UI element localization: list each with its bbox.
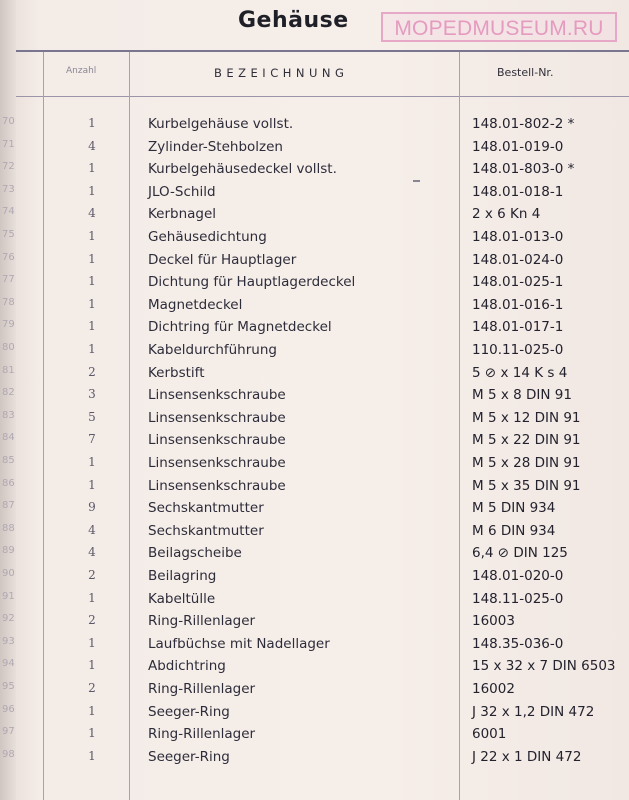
table-row — [0, 274, 629, 296]
row-quantity: 7 — [88, 432, 96, 447]
row-order-number: M 5 x 22 DIN 91 — [472, 432, 581, 449]
table-row — [0, 432, 629, 454]
row-quantity: 2 — [88, 681, 96, 695]
row-order-number: M 5 x 28 DIN 91 — [472, 455, 581, 471]
row-order-number: 148.01-802-2 * — [472, 116, 575, 132]
row-designation: Laufbüchse mit Nadellager — [148, 635, 330, 652]
row-position-number: 70 — [2, 116, 15, 127]
table-row — [0, 658, 629, 680]
table-row — [0, 161, 629, 183]
row-position-number: 92 — [2, 613, 15, 625]
table-row — [0, 184, 629, 206]
row-designation: Gehäusedichtung — [148, 229, 267, 245]
row-order-number: 110.11-025-0 — [472, 342, 564, 358]
row-order-number: 148.01-803-0 * — [472, 161, 575, 178]
row-designation: Ring-Rillenlager — [148, 613, 256, 630]
row-order-number: M 5 x 8 DIN 91 — [472, 387, 572, 404]
row-order-number: 148.01-019-0 — [472, 138, 564, 155]
row-quantity: 5 — [88, 409, 96, 424]
row-designation: Seeger-Ring — [148, 748, 230, 765]
row-quantity: 1 — [88, 590, 96, 605]
row-order-number: 16003 — [472, 613, 515, 630]
row-order-number: M 5 x 35 DIN 91 — [472, 477, 581, 494]
row-position-number: 91 — [2, 590, 15, 602]
row-position-number: 97 — [2, 726, 15, 738]
row-position-number: 75 — [2, 229, 15, 240]
row-designation: Beilagring — [148, 568, 217, 584]
row-order-number: 148.01-013-0 — [472, 229, 564, 245]
row-designation: Zylinder-Stehbolzen — [148, 138, 283, 155]
table-row — [0, 139, 629, 161]
table-row — [0, 568, 629, 590]
row-order-number: 148.01-025-1 — [472, 274, 564, 291]
row-designation: Linsensenkschraube — [148, 477, 286, 494]
row-designation: Abdichtring — [148, 658, 226, 675]
row-quantity: 1 — [88, 296, 96, 311]
row-position-number: 79 — [2, 319, 15, 331]
page-title: Gehäuse — [238, 8, 349, 33]
table-row — [0, 252, 629, 274]
table-row — [0, 410, 629, 432]
row-position-number: 83 — [2, 409, 15, 421]
table-row — [0, 229, 629, 251]
row-designation: Kurbelgehäusedeckel vollst. — [148, 161, 337, 178]
row-position-number: 76 — [2, 251, 15, 263]
table-row — [0, 455, 629, 477]
row-designation: Deckel für Hauptlager — [148, 251, 297, 268]
row-quantity: 1 — [88, 274, 96, 289]
row-designation: Ring-Rillenlager — [148, 681, 256, 697]
row-order-number: M 5 x 12 DIN 91 — [472, 409, 581, 426]
table-row — [0, 342, 629, 364]
row-position-number: 82 — [2, 387, 15, 399]
row-quantity: 1 — [88, 635, 96, 650]
row-quantity: 2 — [88, 568, 96, 582]
row-order-number: 16002 — [472, 681, 515, 697]
row-quantity: 1 — [88, 251, 96, 266]
row-designation: Kerbnagel — [148, 206, 217, 223]
row-order-number: 148.01-017-1 — [472, 319, 564, 336]
row-designation: Kurbelgehäuse vollst. — [148, 116, 294, 132]
row-order-number: 15 x 32 x 7 DIN 6503 — [472, 658, 616, 675]
row-position-number: 85 — [2, 455, 15, 466]
row-order-number: 148.11-025-0 — [472, 590, 564, 607]
table-row — [0, 365, 629, 387]
row-position-number: 89 — [2, 545, 15, 557]
row-order-number: J 32 x 1,2 DIN 472 — [472, 703, 595, 720]
row-order-number: 148.01-016-1 — [472, 296, 564, 313]
row-designation: Linsensenkschraube — [148, 409, 286, 426]
row-quantity: 1 — [88, 748, 96, 763]
table-row — [0, 500, 629, 522]
row-position-number: 71 — [2, 138, 15, 150]
table-row — [0, 116, 629, 138]
row-position-number: 81 — [2, 364, 15, 376]
row-position-number: 93 — [2, 635, 15, 647]
row-order-number: 148.01-020-0 — [472, 568, 564, 584]
row-designation: Kabeltülle — [148, 590, 216, 607]
row-designation: Linsensenkschraube — [148, 455, 286, 471]
row-designation: Dichtring für Magnetdeckel — [148, 319, 332, 336]
row-quantity: 1 — [88, 703, 96, 718]
row-order-number: 6001 — [472, 726, 507, 743]
row-position-number: 98 — [2, 748, 15, 760]
table-row — [0, 613, 629, 635]
row-quantity: 3 — [88, 387, 96, 402]
row-position-number: 96 — [2, 703, 15, 715]
table-row — [0, 749, 629, 771]
row-position-number: 87 — [2, 500, 15, 512]
row-quantity: 1 — [88, 726, 96, 741]
row-quantity: 1 — [88, 477, 96, 492]
column-header-quantity: Anzahl — [66, 66, 97, 76]
header-bottom-rule — [16, 96, 629, 97]
row-quantity: 1 — [88, 658, 96, 673]
row-order-number: 6,4 ⊘ DIN 125 — [472, 545, 568, 562]
table-row — [0, 704, 629, 726]
watermark-stamp: MOPEDMUSEUM.RU — [381, 12, 617, 42]
row-position-number: 88 — [2, 522, 15, 534]
row-order-number: M 5 DIN 934 — [472, 500, 556, 517]
row-position-number: 78 — [2, 296, 15, 308]
row-quantity: 1 — [88, 455, 96, 469]
row-position-number: 86 — [2, 477, 15, 489]
row-order-number: 2 x 6 Kn 4 — [472, 206, 541, 223]
row-order-number: 148.01-018-1 — [472, 183, 564, 200]
table-row — [0, 523, 629, 545]
table-row — [0, 206, 629, 228]
row-order-number: 148.01-024-0 — [472, 251, 564, 268]
row-designation: Beilagscheibe — [148, 545, 242, 562]
row-order-number: M 6 DIN 934 — [472, 522, 556, 539]
table-row — [0, 681, 629, 703]
row-designation: Kerbstift — [148, 364, 205, 381]
row-position-number: 84 — [2, 432, 15, 444]
row-position-number: 72 — [2, 161, 15, 173]
table-row — [0, 297, 629, 319]
row-quantity: 4 — [88, 138, 96, 153]
table-row — [0, 387, 629, 409]
row-position-number: 95 — [2, 681, 15, 692]
row-order-number: 148.35-036-0 — [472, 635, 564, 652]
row-designation: JLO-Schild — [148, 183, 216, 200]
row-position-number: 74 — [2, 206, 15, 218]
row-designation: Dichtung für Hauptlagerdeckel — [148, 274, 356, 291]
row-designation: Kabeldurchführung — [148, 342, 277, 358]
table-row — [0, 591, 629, 613]
row-quantity: 9 — [88, 500, 96, 515]
row-quantity: 2 — [88, 613, 96, 628]
row-designation: Seeger-Ring — [148, 703, 230, 720]
row-designation: Linsensenkschraube — [148, 432, 286, 449]
row-designation: Sechskantmutter — [148, 522, 264, 539]
row-quantity: 1 — [88, 319, 96, 334]
row-quantity: 1 — [88, 116, 96, 130]
row-quantity: 1 — [88, 161, 96, 176]
row-quantity: 1 — [88, 183, 96, 198]
row-order-number: 5 ⊘ x 14 K s 4 — [472, 364, 568, 381]
row-quantity: 1 — [88, 342, 96, 356]
row-order-number: J 22 x 1 DIN 472 — [472, 748, 582, 765]
table-row — [0, 636, 629, 658]
row-designation: Linsensenkschraube — [148, 387, 286, 404]
row-position-number: 77 — [2, 274, 15, 286]
column-header-designation: BEZEICHNUNG — [214, 66, 349, 80]
row-quantity: 2 — [88, 364, 96, 379]
row-quantity: 1 — [88, 229, 96, 243]
table-row — [0, 545, 629, 567]
row-designation: Ring-Rillenlager — [148, 726, 256, 743]
row-quantity: 4 — [88, 522, 96, 537]
table-row — [0, 726, 629, 748]
row-position-number: 90 — [2, 568, 15, 579]
row-quantity: 4 — [88, 206, 96, 221]
column-header-order-number: Bestell-Nr. — [497, 66, 554, 79]
table-row — [0, 319, 629, 341]
table-row — [0, 478, 629, 500]
row-position-number: 94 — [2, 658, 15, 670]
header-top-rule — [16, 50, 629, 52]
row-position-number: 73 — [2, 183, 15, 195]
row-position-number: 80 — [2, 342, 15, 353]
row-quantity: 4 — [88, 545, 96, 560]
row-designation: Sechskantmutter — [148, 500, 264, 517]
row-designation: Magnetdeckel — [148, 296, 243, 313]
